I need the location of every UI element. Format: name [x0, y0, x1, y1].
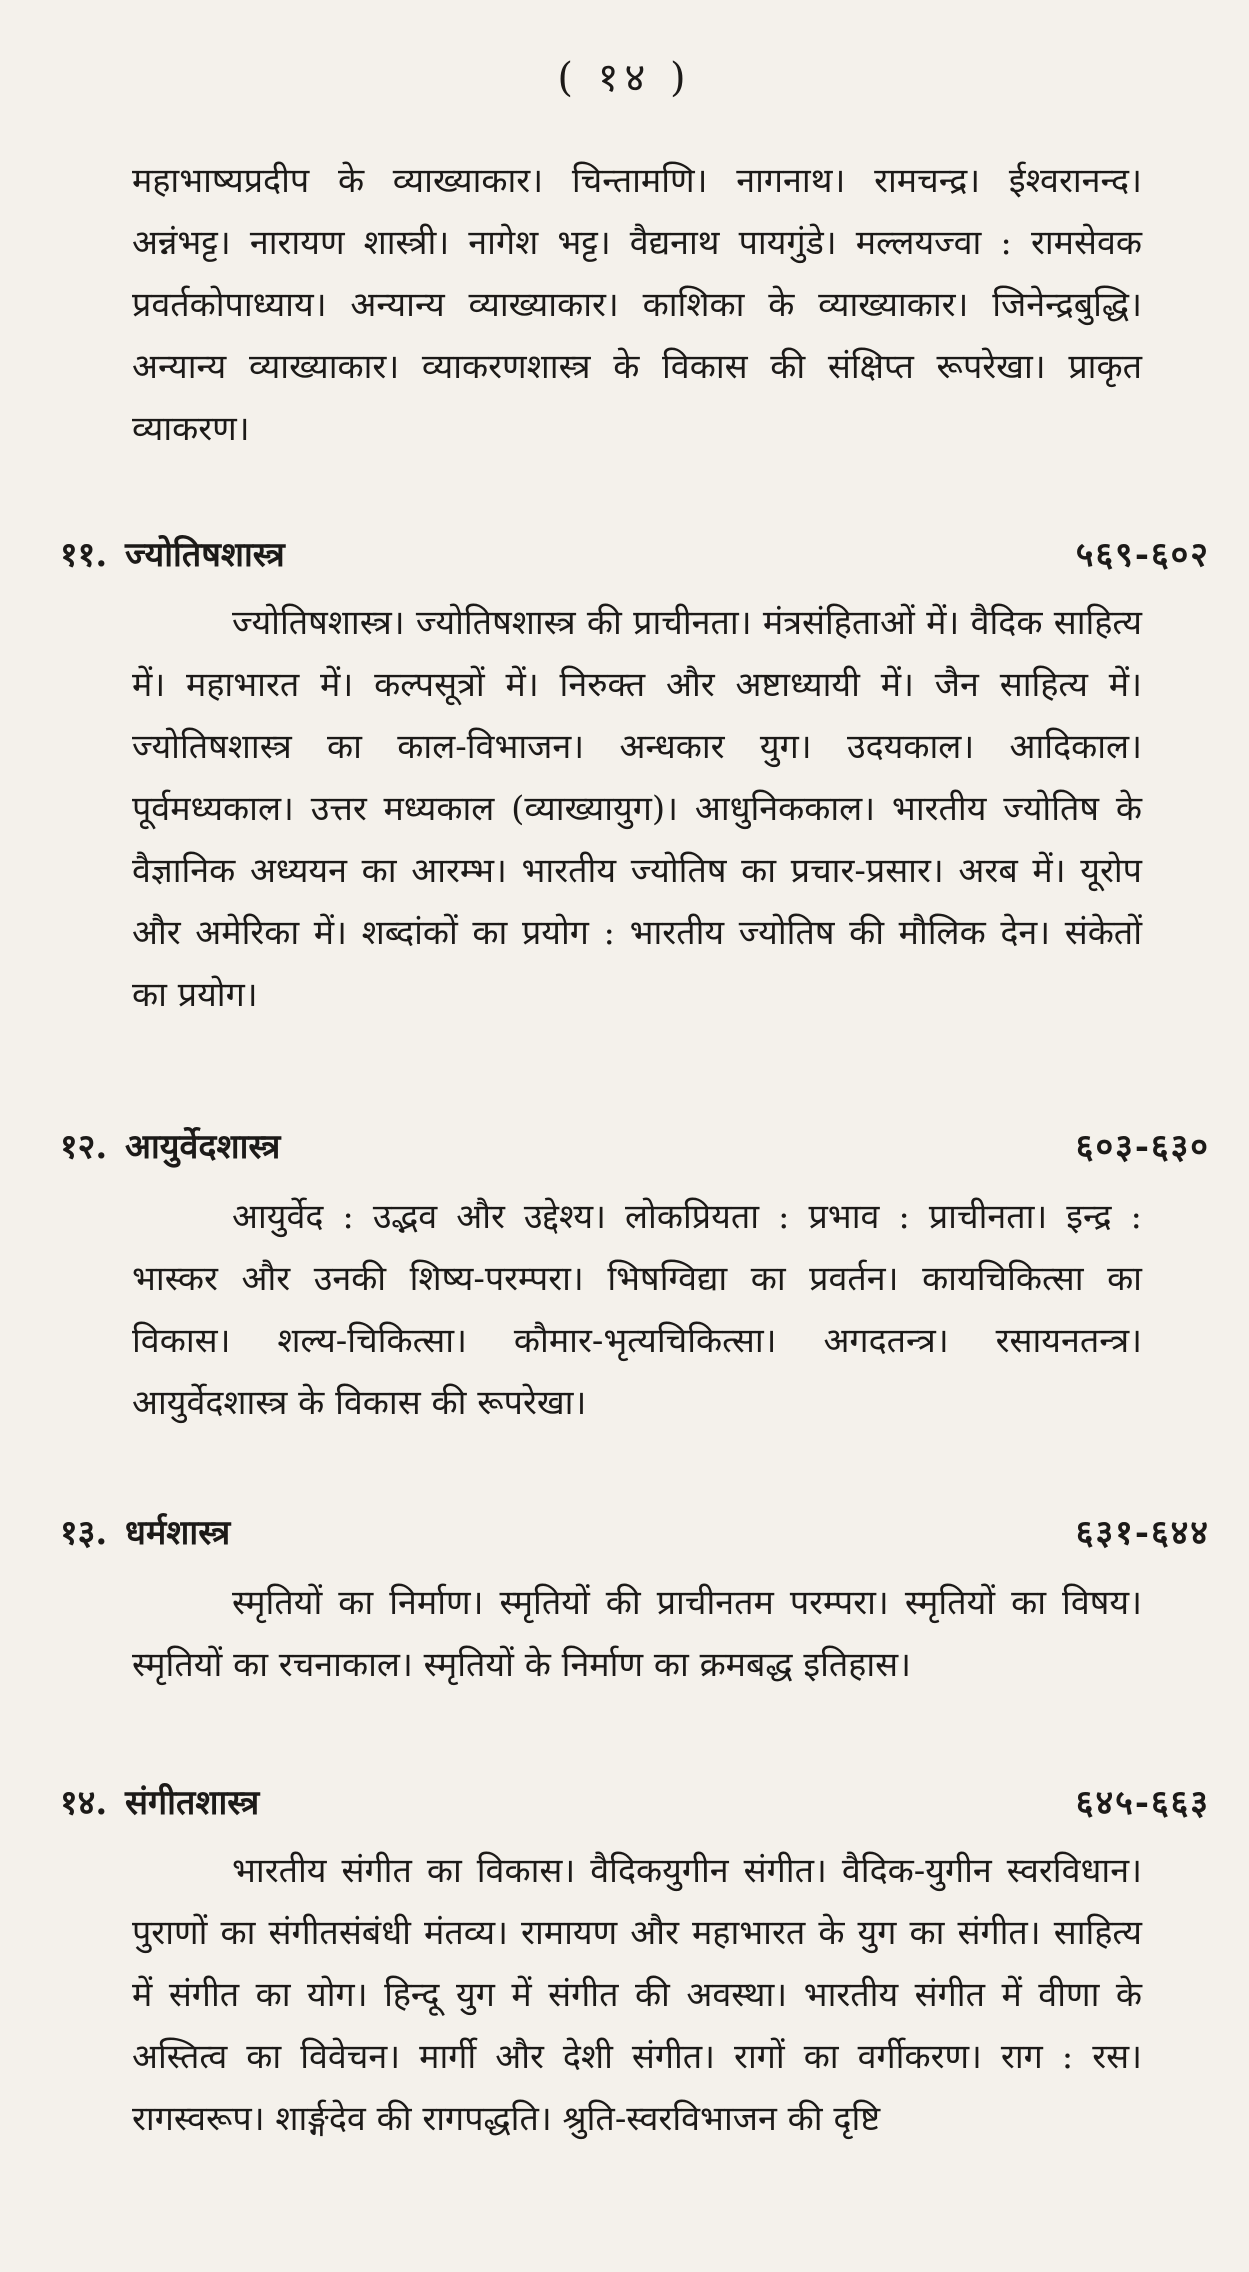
- section-page-range: ५६९-६०२: [1075, 535, 1210, 575]
- section-body-13: स्मृतियों का निर्माण। स्मृतियों की प्राचीनतम परम्परा। स्मृतियों का विषय। स्मृतियों का रचनाकाल। स्मृतियों के निर्माण का क्रमबद्ध इतिहास।: [132, 1583, 1142, 1685]
- section-number: १४.: [60, 1783, 108, 1823]
- section-body-12: आयुर्वेद : उद्भव और उद्देश्य। लोकप्रियता : प्रभाव : प्राचीनता। इन्द्र : भास्कर और उनकी शिष्य-परम्परा। भिषग्विद्या का प्रवर्तन। कायचिकित्सा का विकास। शल्य-चिकित्सा। कौमार-भृत्यचिकित्सा। अगदतन्त्र। रसायनतन्त्र। आयुर्वेदशास्त्र के विकास की रूपरेखा।: [132, 1197, 1142, 1423]
- section-page-range: ६०३-६३०: [1075, 1127, 1210, 1167]
- section-title: धर्मशास्त्र: [125, 1513, 231, 1553]
- section-title: ज्योतिषशास्त्र: [125, 535, 285, 575]
- intro-paragraph: महाभाष्यप्रदीप के व्याख्याकार। चिन्तामणि। नागनाथ। रामचन्द्र। ईश्वरानन्द। अन्नंभट्ट। नारायण शास्त्री। नागेश भट्ट। वैद्यनाथ पायगुंडे। मल्लयज्वा : रामसेवक प्रवर्तकोपाध्याय। अन्यान्य व्याख्याकार। काशिका के व्याख्याकार। जिनेन्द्रबुद्धि। अन्यान्य व्याख्याकार। व्याकरणशास्त्र के विकास की संक्षिप्त रूपरेखा। प्राकृत व्याकरण।: [132, 161, 1142, 449]
- section-page-range: ६४५-६६३: [1075, 1783, 1210, 1823]
- section-number: १२.: [60, 1127, 108, 1167]
- section-title: संगीतशास्त्र: [125, 1783, 260, 1823]
- section-heading-11: [60, 530, 1210, 590]
- section-page-range: ६३१-६४४: [1075, 1513, 1210, 1553]
- section-body-14: भारतीय संगीत का विकास। वैदिकयुगीन संगीत। वैदिक-युगीन स्वरविधान। पुराणों का संगीतसंबंधी मंतव्य। रामायण और महाभारत के युग का संगीत। साहित्य में संगीत का योग। हिन्दू युग में संगीत की अवस्था। भारतीय संगीत में वीणा के अस्तित्व का विवेचन। मार्गी और देशी संगीत। रागों का वर्गीकरण। राग : रस। रागस्वरूप। शार्ङ्गदेव की रागपद्धति। श्रुति-स्वरविभाजन की दृष्टि: [132, 1851, 1142, 2139]
- section-body-11: ज्योतिषशास्त्र। ज्योतिषशास्त्र की प्राचीनता। मंत्रसंहिताओं में। वैदिक साहित्य में। महाभारत में। कल्पसूत्रों में। निरुक्त और अष्टाध्यायी में। जैन साहित्य में। ज्योतिषशास्त्र का काल-विभाजन। अन्धकार युग। उदयकाल। आदिकाल। पूर्वमध्यकाल। उत्तर मध्यकाल (व्याख्यायुग)। आधुनिककाल। भारतीय ज्योतिष के वैज्ञानिक अध्ययन का आरम्भ। भारतीय ज्योतिष का प्रचार-प्रसार। अरब में। यूरोप और अमेरिका में। शब्दांकों का प्रयोग : भारतीय ज्योतिष की मौलिक देन। संकेतों का प्रयोग।: [132, 603, 1142, 1015]
- section-heading-14: [60, 1778, 1210, 1838]
- section-number: १३.: [60, 1513, 108, 1553]
- section-number: ११.: [60, 535, 108, 575]
- page-number: ( १४ ): [557, 55, 692, 101]
- section-heading-12: [60, 1122, 1210, 1182]
- section-title: आयुर्वेदशास्त्र: [125, 1127, 281, 1167]
- section-heading-13: [60, 1508, 1210, 1568]
